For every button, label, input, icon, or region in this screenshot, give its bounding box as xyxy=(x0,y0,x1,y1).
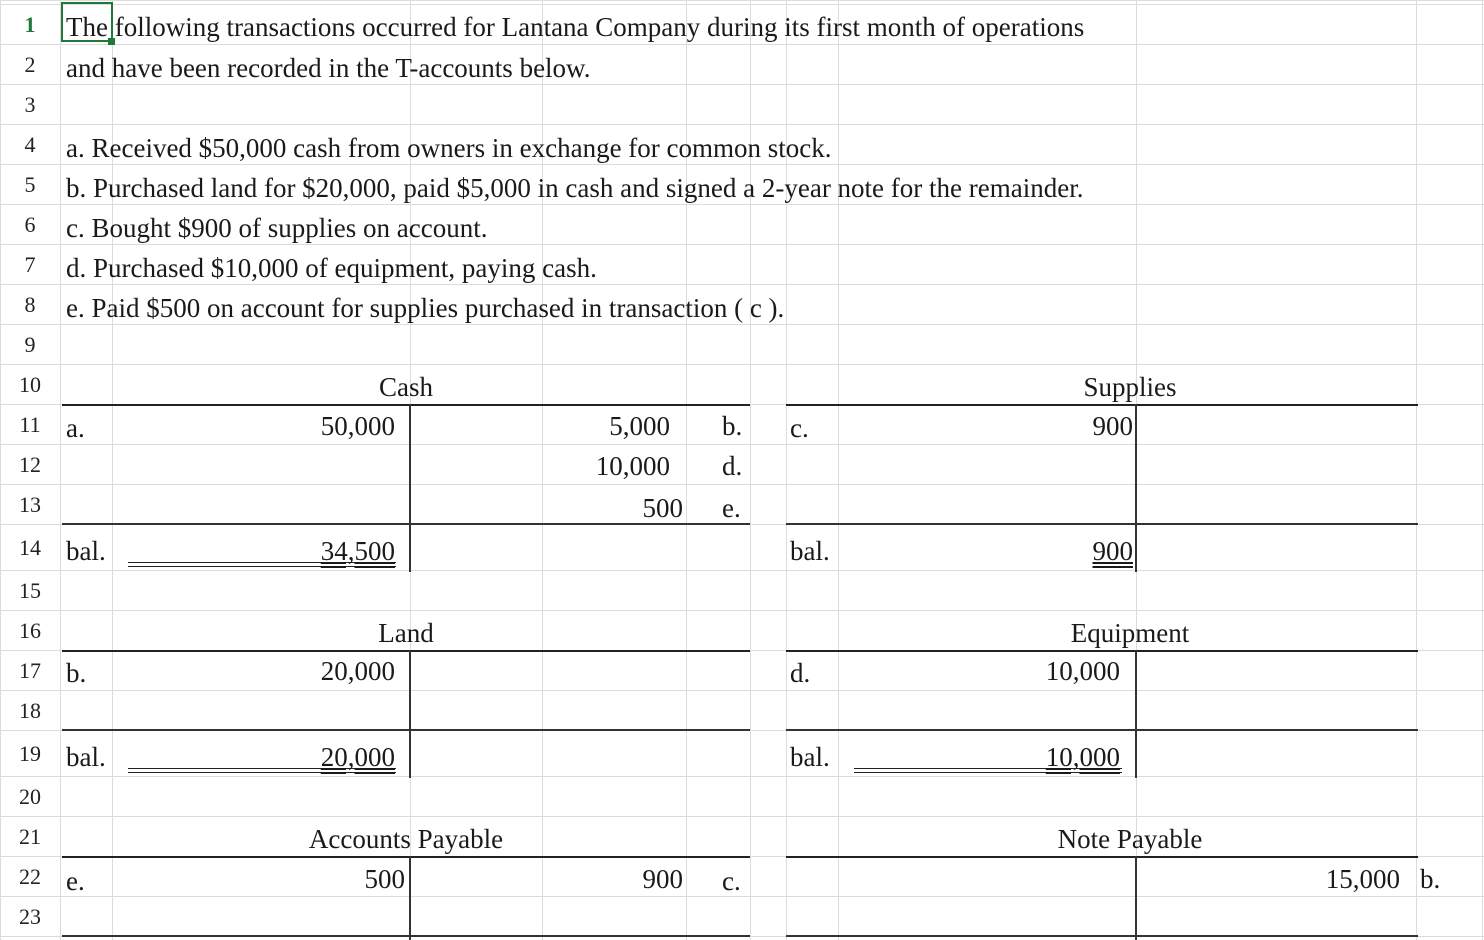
grid-row-line xyxy=(0,4,1484,5)
grid-row-line xyxy=(0,324,1484,325)
grid-row-line xyxy=(0,896,1484,897)
t-account-divider xyxy=(409,404,411,572)
intro-line-2[interactable]: and have been recorded in the T-accounts below. xyxy=(66,53,591,83)
t-account-top-line xyxy=(62,404,750,406)
grid-row-line xyxy=(0,0,1484,1)
account-title[interactable]: Accounts Payable xyxy=(308,824,504,854)
grid-row-line xyxy=(0,284,1484,285)
credit-amount[interactable]: 5,000 xyxy=(609,411,670,441)
row-header[interactable]: 4 xyxy=(24,132,36,157)
balance-amount[interactable]: 900 xyxy=(1092,536,1133,566)
grid-row-line xyxy=(0,690,1484,691)
transaction-b[interactable]: b. Purchased land for $20,000, paid $5,000 in cash and signed a 2-year note for the remainder. xyxy=(66,173,1084,203)
row-header[interactable]: 18 xyxy=(19,698,41,723)
grid-row-line xyxy=(0,610,1484,611)
account-title[interactable]: Land xyxy=(378,618,434,648)
t-account-divider xyxy=(409,856,411,940)
row-header[interactable]: 8 xyxy=(24,292,36,317)
row-header[interactable]: 21 xyxy=(19,824,41,849)
credit-amount[interactable]: 500 xyxy=(642,493,683,523)
balance-label[interactable]: bal. xyxy=(66,742,106,772)
t-account-divider xyxy=(409,650,411,778)
t-account-divider xyxy=(1135,404,1137,572)
row-header[interactable]: 14 xyxy=(19,535,41,560)
balance-amount[interactable]: 10,000 xyxy=(1045,742,1120,772)
debit-amount[interactable]: 20,000 xyxy=(320,656,395,686)
t-account-top-line xyxy=(786,650,1418,652)
grid-row-line xyxy=(0,364,1484,365)
t-account-top-line xyxy=(62,650,750,652)
credit-amount[interactable]: 15,000 xyxy=(1325,864,1400,894)
grid-row-line xyxy=(0,484,1484,485)
credit-label[interactable]: d. xyxy=(722,451,743,481)
account-title[interactable]: Supplies xyxy=(1083,372,1177,402)
row-header[interactable]: 12 xyxy=(19,452,41,477)
row-header[interactable]: 9 xyxy=(24,332,36,357)
t-account-total-line xyxy=(786,729,1418,731)
debit-label[interactable]: c. xyxy=(790,413,809,443)
credit-label[interactable]: b. xyxy=(1420,864,1441,894)
transaction-c[interactable]: c. Bought $900 of supplies on account. xyxy=(66,213,488,243)
grid-row-line xyxy=(0,570,1484,571)
credit-label[interactable]: b. xyxy=(722,411,743,441)
t-account-divider xyxy=(1135,650,1137,778)
grid-row-line xyxy=(0,44,1484,45)
transaction-e[interactable]: e. Paid $500 on account for supplies purchased in transaction ( c ). xyxy=(66,293,785,323)
account-title[interactable]: Equipment xyxy=(1070,618,1190,648)
grid-row-line xyxy=(0,816,1484,817)
t-account-top-line xyxy=(786,404,1418,406)
credit-amount[interactable]: 10,000 xyxy=(595,451,670,481)
row-header[interactable]: 6 xyxy=(24,212,36,237)
grid-row-line xyxy=(0,444,1484,445)
t-account-total-line xyxy=(62,729,750,731)
debit-amount[interactable]: 10,000 xyxy=(1045,656,1120,686)
intro-line-1[interactable]: The following transactions occurred for Lantana Company during its first month of operations xyxy=(66,12,1085,42)
debit-label[interactable]: a. xyxy=(66,413,85,443)
row-header[interactable]: 11 xyxy=(19,412,41,437)
grid-col-line xyxy=(838,0,839,940)
balance-amount[interactable]: 34,500 xyxy=(320,536,395,566)
row-header[interactable]: 20 xyxy=(19,784,41,809)
row-header[interactable]: 1 xyxy=(24,12,36,37)
transaction-a[interactable]: a. Received $50,000 cash from owners in exchange for common stock. xyxy=(66,133,832,163)
debit-amount[interactable]: 500 xyxy=(364,864,405,894)
grid-row-line xyxy=(0,124,1484,125)
credit-label[interactable]: c. xyxy=(722,866,741,896)
grid-row-line xyxy=(0,164,1484,165)
debit-label[interactable]: e. xyxy=(66,866,85,896)
grid-col-line xyxy=(1416,0,1417,940)
row-header[interactable]: 5 xyxy=(24,172,36,197)
account-title[interactable]: Note Payable xyxy=(1057,824,1203,854)
row-header[interactable]: 13 xyxy=(19,492,41,517)
grid-col-line xyxy=(60,0,61,940)
row-header[interactable]: 16 xyxy=(19,618,41,643)
row-header[interactable]: 15 xyxy=(19,578,41,603)
row-header[interactable]: 3 xyxy=(24,92,36,117)
t-account-divider xyxy=(1135,856,1137,940)
debit-label[interactable]: d. xyxy=(790,658,811,688)
debit-amount[interactable]: 50,000 xyxy=(320,411,395,441)
account-title[interactable]: Cash xyxy=(379,372,433,402)
grid-row-line xyxy=(0,204,1484,205)
t-account-top-line xyxy=(62,856,750,858)
transaction-d[interactable]: d. Purchased $10,000 of equipment, paying cash. xyxy=(66,253,597,283)
row-header[interactable]: 2 xyxy=(24,52,36,77)
credit-amount[interactable]: 900 xyxy=(642,864,683,894)
row-header[interactable]: 17 xyxy=(19,658,41,683)
row-header[interactable]: 19 xyxy=(19,741,41,766)
row-header[interactable]: 10 xyxy=(19,372,41,397)
debit-label[interactable]: b. xyxy=(66,658,87,688)
debit-amount[interactable]: 900 xyxy=(1092,411,1133,441)
t-account-total-line xyxy=(786,523,1418,525)
row-header[interactable]: 23 xyxy=(19,904,41,929)
t-account-total-line xyxy=(62,935,750,937)
balance-label[interactable]: bal. xyxy=(790,536,830,566)
balance-label[interactable]: bal. xyxy=(790,742,830,772)
grid-row-line xyxy=(0,244,1484,245)
credit-label[interactable]: e. xyxy=(722,493,741,523)
grid-col-line xyxy=(1482,0,1483,940)
row-header[interactable]: 22 xyxy=(19,864,41,889)
t-account-top-line xyxy=(786,856,1418,858)
t-account-total-line xyxy=(62,523,750,525)
row-header[interactable]: 7 xyxy=(24,252,36,277)
t-account-total-line xyxy=(786,935,1418,937)
balance-label[interactable]: bal. xyxy=(66,536,106,566)
grid-row-line xyxy=(0,84,1484,85)
balance-amount[interactable]: 20,000 xyxy=(320,742,395,772)
grid-row-line xyxy=(0,776,1484,777)
